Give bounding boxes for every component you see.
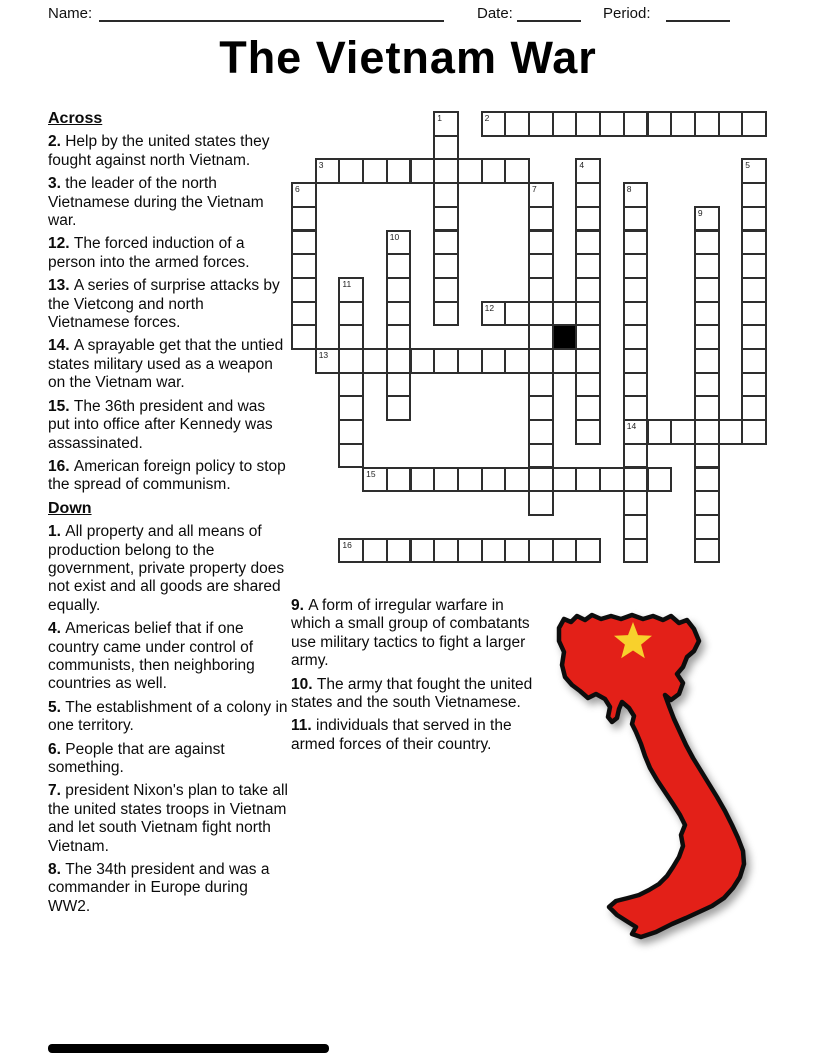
- grid-cell: [670, 111, 696, 137]
- date-blank-line: [517, 4, 581, 22]
- grid-cell: [481, 348, 507, 374]
- grid-cell: [481, 467, 507, 493]
- grid-cell: [623, 348, 649, 374]
- clue-12: 12. The forced induction of a person into the armed forces.: [48, 235, 250, 271]
- grid-cell: [694, 230, 720, 256]
- clue-13: 13. A series of surprise attacks by the Vietcong and north Vietnamese forces.: [48, 277, 280, 332]
- grid-cell: [410, 538, 436, 564]
- grid-cell: [623, 111, 649, 137]
- grid-cell: [694, 372, 720, 398]
- grid-cell: [410, 158, 436, 184]
- clue-column-middle: [291, 597, 533, 759]
- grid-cell: [386, 230, 412, 256]
- grid-cell: [481, 538, 507, 564]
- grid-cell: [433, 538, 459, 564]
- grid-cell: [623, 395, 649, 421]
- clue-number: 13.: [48, 277, 74, 295]
- grid-cell: [528, 253, 554, 279]
- clue-11: 11. individuals that served in the armed forces of their country.: [291, 717, 512, 753]
- grid-cell: [575, 182, 601, 208]
- grid-cell: [433, 277, 459, 303]
- clue-5: 5. The establishment of a colony in one territory.: [48, 698, 288, 735]
- grid-cell: [362, 467, 388, 493]
- grid-clue-number: 3: [318, 160, 324, 171]
- grid-cell: [552, 538, 578, 564]
- clue-number: 15.: [48, 397, 74, 415]
- clue-number: 7.: [48, 782, 66, 800]
- grid-cell: [741, 182, 767, 208]
- grid-cell: [291, 301, 317, 327]
- grid-cell: [338, 158, 364, 184]
- grid-cell: [623, 467, 649, 493]
- grid-cell: [433, 301, 459, 327]
- grid-cell: [623, 419, 649, 445]
- grid-cell: [741, 158, 767, 184]
- grid-cell: [623, 324, 649, 350]
- grid-cell: [623, 490, 649, 516]
- clue-number: 2.: [48, 133, 66, 151]
- clue-number: 10.: [291, 675, 317, 693]
- grid-cell: [575, 538, 601, 564]
- clue-number: 8.: [48, 861, 66, 879]
- grid-black-cell: [552, 324, 578, 350]
- grid-cell: [623, 253, 649, 279]
- grid-cell: [623, 372, 649, 398]
- grid-cell: [694, 514, 720, 540]
- grid-cell: [481, 158, 507, 184]
- clue-16: 16. American foreign policy to stop the spread of communism.: [48, 457, 286, 494]
- grid-cell: [338, 348, 364, 374]
- clue-number: 3.: [48, 175, 66, 193]
- grid-cell: [694, 324, 720, 350]
- grid-cell: [741, 348, 767, 374]
- name-label: Name:: [48, 5, 93, 22]
- grid-cell: [433, 348, 459, 374]
- grid-cell: [338, 324, 364, 350]
- clue-3: 3. the leader of the north Vietnamese during the Vietnam war.: [48, 175, 264, 230]
- grid-cell: [410, 467, 436, 493]
- grid-cell: [575, 277, 601, 303]
- grid-cell: [528, 301, 554, 327]
- grid-cell: [433, 158, 459, 184]
- grid-cell: [694, 395, 720, 421]
- grid-cell: [670, 419, 696, 445]
- grid-cell: [575, 419, 601, 445]
- grid-clue-number: 13: [318, 350, 329, 360]
- grid-cell: [741, 206, 767, 232]
- clue-number: 16.: [48, 457, 74, 475]
- grid-cell: [504, 158, 530, 184]
- grid-cell: [647, 419, 673, 445]
- grid-cell: [386, 253, 412, 279]
- clue-8: 8. The 34th president and was a commander in Europe during WW2.: [48, 861, 270, 915]
- grid-cell: [433, 230, 459, 256]
- grid-cell: [291, 206, 317, 232]
- grid-clue-number: 4: [579, 160, 585, 171]
- grid-cell: [599, 111, 625, 137]
- grid-cell: [694, 277, 720, 303]
- grid-cell: [741, 301, 767, 327]
- grid-cell: [623, 206, 649, 232]
- grid-cell: [291, 253, 317, 279]
- date-label: Date:: [477, 5, 513, 22]
- clue-6: 6. People that are against something.: [48, 740, 225, 776]
- grid-clue-number: 11: [342, 278, 352, 289]
- grid-cell: [528, 490, 554, 516]
- grid-cell: [718, 111, 744, 137]
- grid-cell: [338, 419, 364, 445]
- grid-cell: [694, 253, 720, 279]
- grid-cell: [528, 324, 554, 350]
- grid-cell: [504, 538, 530, 564]
- grid-cell: [338, 301, 364, 327]
- grid-cell: [623, 277, 649, 303]
- grid-cell: [694, 301, 720, 327]
- grid-clue-number: 7: [532, 184, 537, 195]
- grid-clue-number: 8: [626, 184, 632, 195]
- page-title: The Vietnam War: [219, 32, 597, 83]
- grid-cell: [528, 443, 554, 469]
- grid-cell: [386, 395, 412, 421]
- grid-cell: [552, 467, 578, 493]
- grid-clue-number: 6: [295, 184, 300, 195]
- grid-clue-number: 16: [342, 539, 352, 550]
- grid-cell: [338, 277, 364, 303]
- grid-cell: [386, 467, 412, 493]
- clue-10: 10. The army that fought the united states and the south Vietnamese.: [291, 675, 533, 712]
- grid-cell: [457, 467, 483, 493]
- grid-cell: [623, 182, 649, 208]
- grid-cell: [528, 230, 554, 256]
- period-blank-line: [666, 4, 730, 22]
- grid-cell: [291, 324, 317, 350]
- vietnam-map-graphic: [535, 588, 788, 968]
- grid-cell: [599, 467, 625, 493]
- vietnam-map-svg: [535, 588, 788, 968]
- grid-cell: [433, 253, 459, 279]
- grid-cell: [528, 348, 554, 374]
- grid-cell: [457, 158, 483, 184]
- grid-cell: [741, 372, 767, 398]
- clue-7: 7. president Nixon's plan to take all the united states troops in Vietnam and let south Vietnam fight north Vietnam.: [48, 782, 288, 855]
- grid-cell: [528, 372, 554, 398]
- grid-cell: [552, 301, 578, 327]
- grid-cell: [741, 395, 767, 421]
- grid-cell: [694, 467, 720, 493]
- grid-cell: [694, 443, 720, 469]
- grid-cell: [575, 158, 601, 184]
- grid-cell: [552, 348, 578, 374]
- grid-cell: [528, 206, 554, 232]
- grid-cell: [575, 253, 601, 279]
- grid-cell: [528, 538, 554, 564]
- clue-1: 1. All property and all means of production belong to the government, private property does not exist and all goods are shared equally.: [48, 523, 285, 614]
- grid-cell: [623, 538, 649, 564]
- grid-cell: [338, 395, 364, 421]
- vietnam-outline: [559, 615, 744, 937]
- grid-cell: [552, 111, 578, 137]
- grid-cell: [338, 443, 364, 469]
- clue-14: 14. A sprayable get that the untied states military used as a weapon on the Vietnam war.: [48, 337, 284, 392]
- grid-cell: [575, 206, 601, 232]
- grid-cell: [623, 301, 649, 327]
- grid-cell: [623, 443, 649, 469]
- grid-cell: [410, 348, 436, 374]
- grid-cell: [647, 467, 673, 493]
- grid-cell: [741, 253, 767, 279]
- grid-cell: [386, 538, 412, 564]
- clue-9: 9. A form of irregular warfare in which a small group of combatants use military tactics to fight a larger army.: [291, 597, 530, 670]
- grid-cell: [528, 467, 554, 493]
- grid-cell: [315, 158, 341, 184]
- clue-column-left: [48, 110, 288, 921]
- grid-cell: [623, 514, 649, 540]
- across-header: Across: [48, 110, 103, 127]
- grid-cell: [504, 467, 530, 493]
- grid-cell: [694, 111, 720, 137]
- grid-cell: [575, 324, 601, 350]
- grid-cell: [741, 324, 767, 350]
- grid-cell: [362, 348, 388, 374]
- grid-cell: [528, 277, 554, 303]
- grid-cell: [481, 301, 507, 327]
- grid-cell: [623, 230, 649, 256]
- grid-cell: [694, 348, 720, 374]
- grid-cell: [433, 182, 459, 208]
- clue-number: 14.: [48, 337, 74, 355]
- grid-clue-number: 14: [626, 421, 637, 432]
- grid-cell: [457, 348, 483, 374]
- grid-clue-number: 12: [484, 302, 495, 313]
- grid-cell: [741, 230, 767, 256]
- grid-cell: [291, 182, 317, 208]
- grid-cell: [694, 206, 720, 232]
- clue-number: 6.: [48, 740, 66, 758]
- grid-cell: [575, 395, 601, 421]
- period-label: Period:: [603, 5, 651, 22]
- grid-cell: [504, 301, 530, 327]
- grid-cell: [362, 538, 388, 564]
- grid-cell: [386, 158, 412, 184]
- grid-cell: [528, 182, 554, 208]
- clue-number: 5.: [48, 698, 66, 716]
- grid-clue-number: 10: [389, 231, 400, 242]
- grid-cell: [457, 538, 483, 564]
- clue-number: 4.: [48, 620, 66, 638]
- grid-clue-number: 9: [697, 207, 703, 218]
- grid-cell: [741, 111, 767, 137]
- grid-cell: [647, 111, 673, 137]
- grid-cell: [386, 372, 412, 398]
- grid-cell: [575, 372, 601, 398]
- clue-number: 1.: [48, 523, 66, 541]
- clue-number: 9.: [291, 597, 309, 614]
- grid-cell: [386, 301, 412, 327]
- grid-cell: [315, 348, 341, 374]
- grid-cell: [386, 324, 412, 350]
- grid-cell: [433, 206, 459, 232]
- name-blank-line: [99, 4, 444, 22]
- clue-number: 12.: [48, 235, 74, 253]
- grid-cell: [291, 277, 317, 303]
- grid-cell: [504, 111, 530, 137]
- grid-cell: [433, 467, 459, 493]
- grid-cell: [741, 419, 767, 445]
- grid-cell: [338, 372, 364, 398]
- grid-cell: [741, 277, 767, 303]
- down-header: Down: [48, 499, 92, 517]
- grid-cell: [528, 111, 554, 137]
- grid-cell: [433, 111, 459, 137]
- grid-cell: [481, 111, 507, 137]
- grid-cell: [718, 419, 744, 445]
- grid-clue-number: 15: [366, 468, 376, 479]
- grid-cell: [338, 538, 364, 564]
- grid-clue-number: 2: [484, 113, 490, 123]
- grid-cell: [504, 348, 530, 374]
- grid-cell: [386, 277, 412, 303]
- grid-cell: [575, 111, 601, 137]
- grid-cell: [575, 301, 601, 327]
- grid-cell: [575, 348, 601, 374]
- clue-15: 15. The 36th president and was put into office after Kennedy was assassinated.: [48, 397, 273, 452]
- clue-4: 4. Americas belief that if one country came under control of communists, then neighboring countries as well.: [48, 620, 255, 693]
- clue-2: 2. Help by the united states they fought against north Vietnam.: [48, 133, 270, 169]
- grid-cell: [694, 419, 720, 445]
- grid-clue-number: 1: [437, 113, 442, 123]
- grid-clue-number: 5: [745, 160, 751, 171]
- grid-cell: [694, 538, 720, 564]
- grid-cell: [291, 230, 317, 256]
- grid-cell: [694, 490, 720, 516]
- redaction-bar: [48, 1044, 329, 1053]
- grid-cell: [575, 467, 601, 493]
- grid-cell: [528, 395, 554, 421]
- grid-cell: [362, 158, 388, 184]
- grid-cell: [575, 230, 601, 256]
- grid-cell: [433, 135, 459, 161]
- clue-number: 11.: [291, 717, 316, 735]
- grid-cell: [528, 419, 554, 445]
- grid-cell: [386, 348, 412, 374]
